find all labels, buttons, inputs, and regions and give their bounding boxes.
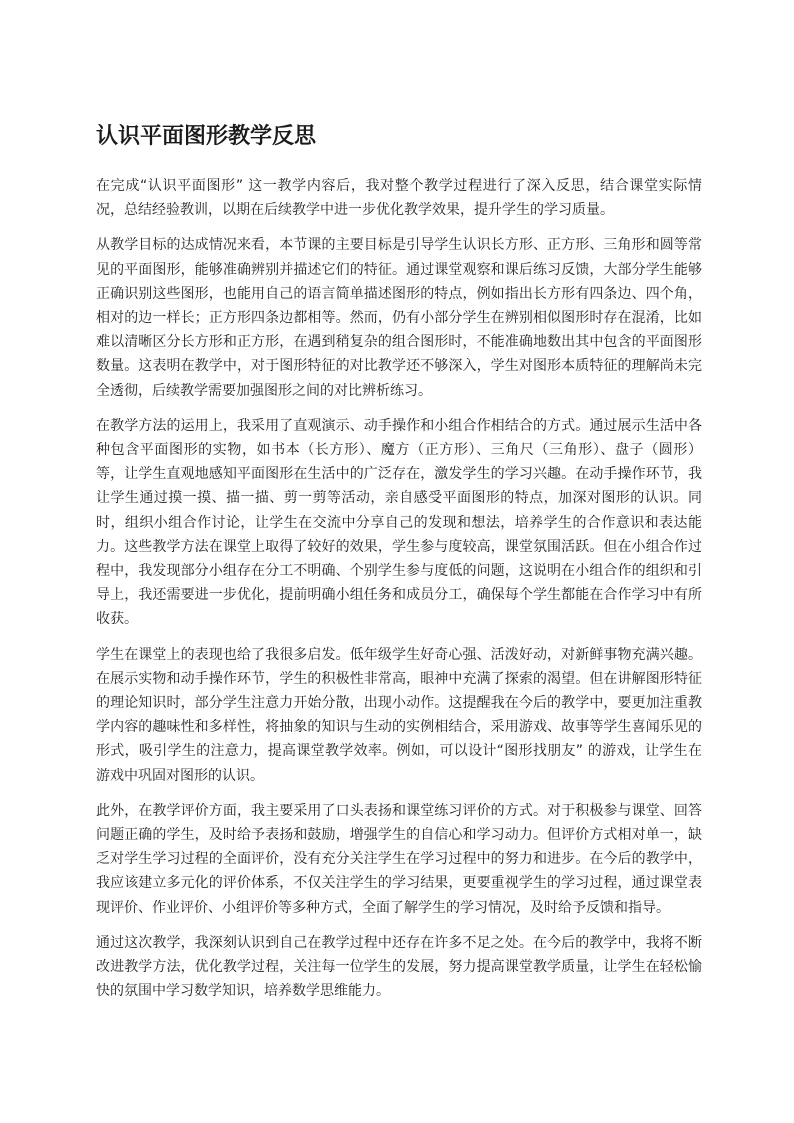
- paragraph-intro: 在完成“认识平面图形” 这一教学内容后，我对整个教学过程进行了深入反思，结合课堂实际情况，总结经验教训，以期在后续教学中进一步优化教学效果，提升学生的学习质量。: [96, 178, 702, 219]
- paragraph-teaching-goals: 从教学目标的达成情况来看，本节课的主要目标是引导学生认识长方形、正方形、三角形和圆等常见的平面图形，能够准确辨别并描述它们的特征。通过课堂观察和课后练习反馈，大部分学生能够正确识别这些图形，也能用自己的语言简单描述图形的特点，例如指出长方形有四条边、四个角，相对的边一样长；正方形四条边都相等。然而，仍有小部分学生在辨别相似图形时存在混淆，比如难以清晰区分长方形和正方形，在遇到稍复杂的组合图形时，不能准确地数出其中包含的平面图形数量。这表明在教学中，对于图形特征的对比教学还不够深入，学生对图形本质特征的理解尚未完全透彻，后续教学需要加强图形之间的对比辨析练习。: [96, 237, 702, 399]
- paragraph-teaching-methods: 在教学方法的运用上，我采用了直观演示、动手操作和小组合作相结合的方式。通过展示生活中各种包含平面图形的实物，如书本（长方形）、魔方（正方形）、三角尺（三角形）、盘子（圆形）等，让学生直观地感知平面图形在生活中的广泛存在，激发学生的学习兴趣。在动手操作环节，我让学生通过摸一摸、描一描、剪一剪等活动，亲自感受平面图形的特点，加深对图形的认识。同时，组织小组合作讨论，让学生在交流中分享自己的发现和想法，培养学生的合作意识和表达能力。这些教学方法在课堂上取得了较好的效果，学生参与度较高，课堂氛围活跃。但在小组合作过程中，我发现部分小组存在分工不明确、个别学生参与度低的问题，这说明在小组合作的组织和引导上，我还需要进一步优化，提前明确小组任务和成员分工，确保每个学生都能在合作学习中有所收获。: [96, 417, 702, 628]
- paragraph-conclusion: 通过这次教学，我深刻认识到自己在教学过程中还存在许多不足之处。在今后的教学中，我将不断改进教学方法，优化教学过程，关注每一位学生的发展，努力提高课堂教学质量，让学生在轻松愉快的氛围中学习数学知识，培养数学思维能力。: [96, 934, 702, 1000]
- paragraph-evaluation: 此外，在教学评价方面，我主要采用了口头表扬和课堂练习评价的方式。对于积极参与课堂、回答问题正确的学生，及时给予表扬和鼓励，增强学生的自信心和学习动力。但评价方式相对单一，缺乏对学生学习过程的全面评价，没有充分关注学生在学习过程中的努力和进步。在今后的教学中，我应该建立多元化的评价体系，不仅关注学生的学习结果，更要重视学生的学习过程，通过课堂表现评价、作业评价、小组评价等多种方式，全面了解学生的学习情况，及时给予反馈和指导。: [96, 802, 702, 916]
- document-page: [96, 122, 702, 1015]
- document-title: 认识平面图形教学反思: [96, 124, 317, 149]
- paragraph-student-performance: 学生在课堂上的表现也给了我很多启发。低年级学生好奇心强、活泼好动，对新鲜事物充满兴趣。在展示实物和动手操作环节，学生的积极性非常高，眼神中充满了探索的渴望。但在讲解图形特征的理论知识时，部分学生注意力开始分散，出现小动作。这提醒我在今后的教学中，要更加注重教学内容的趣味性和多样性，将抽象的知识与生动的实例相结合，采用游戏、故事等学生喜闻乐见的形式，吸引学生的注意力，提高课堂教学效率。例如，可以设计“图形找朋友” 的游戏，让学生在游戏中巩固对图形的认识。: [96, 646, 702, 784]
